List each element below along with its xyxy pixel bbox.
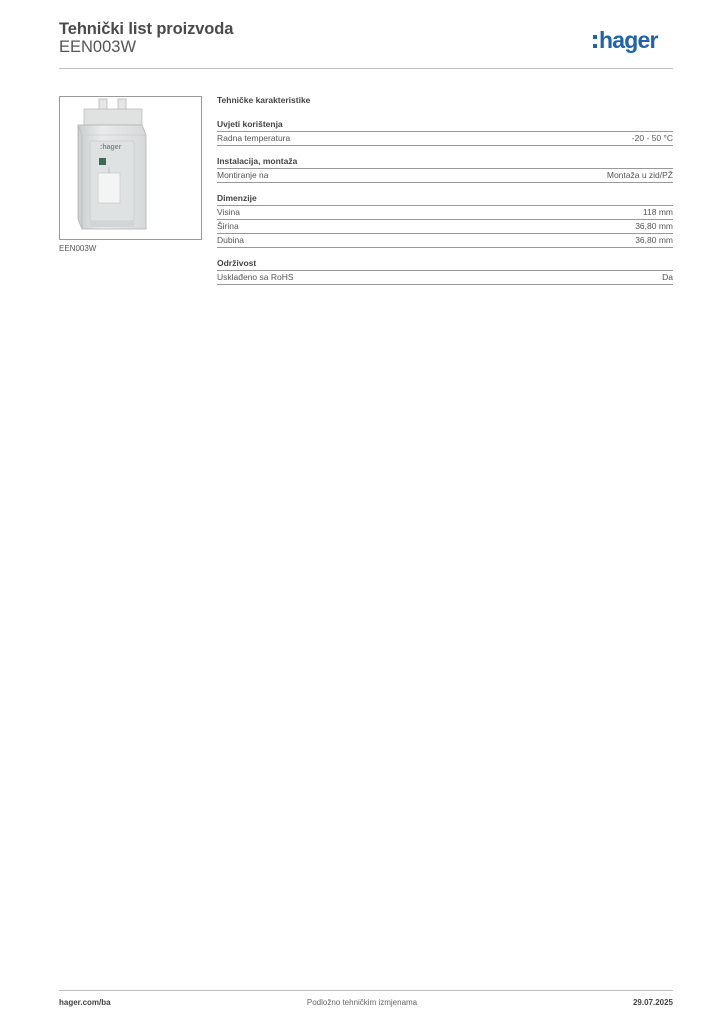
spec-row [217,271,673,285]
spec-value: Montaža u zid/PŽ [606,170,673,180]
svg-text::hager: :hager [100,144,122,151]
spec-value: 36,80 mm [635,221,673,231]
spec-row [217,132,673,146]
footer-date: 29.07.2025 [632,998,673,1007]
product-image-caption: EEN003W [59,244,97,253]
spec-value: 36,80 mm [635,235,673,245]
product-code: EEN003W [59,38,137,56]
spec-group-sustainability [217,258,673,285]
din-rail-device-image [60,97,201,239]
logo-text: hager [599,27,658,53]
spec-value: 118 mm [642,207,673,217]
footer-note: Podložno tehničkim izmjenama [306,998,418,1007]
spec-row [217,206,673,220]
footer-divider [59,990,673,991]
spec-group-title: Održivost [217,258,673,271]
header-divider [59,68,673,69]
spec-value: -20 - 50 °C [631,133,673,143]
spec-label: Širina [217,221,239,231]
specs-heading: Tehničke karakteristike [217,95,311,105]
spec-label: Montiranje na [217,170,269,180]
spec-group-installation [217,156,673,183]
spec-label: Dubina [217,235,244,245]
footer-website: hager.com/ba [59,998,111,1007]
spec-value: Da [662,272,673,282]
product-image [59,96,202,240]
spec-group-usage-conditions [217,119,673,146]
spec-label: Usklađeno sa RoHS [217,272,294,282]
spec-group-title: Dimenzije [217,193,673,206]
spec-label: Visina [217,207,240,217]
hager-logo [593,29,673,55]
spec-row [217,169,673,183]
spec-label: Radna temperatura [217,133,291,143]
spec-group-title: Instalacija, montaža [217,156,673,169]
logo-dots-icon [593,35,597,49]
spec-row [217,220,673,234]
spec-group-title: Uvjeti korištenja [217,119,673,132]
document-title: Tehnički list proizvoda [59,20,234,38]
spec-row [217,234,673,248]
technical-specifications [217,95,673,285]
spec-group-dimensions [217,193,673,248]
